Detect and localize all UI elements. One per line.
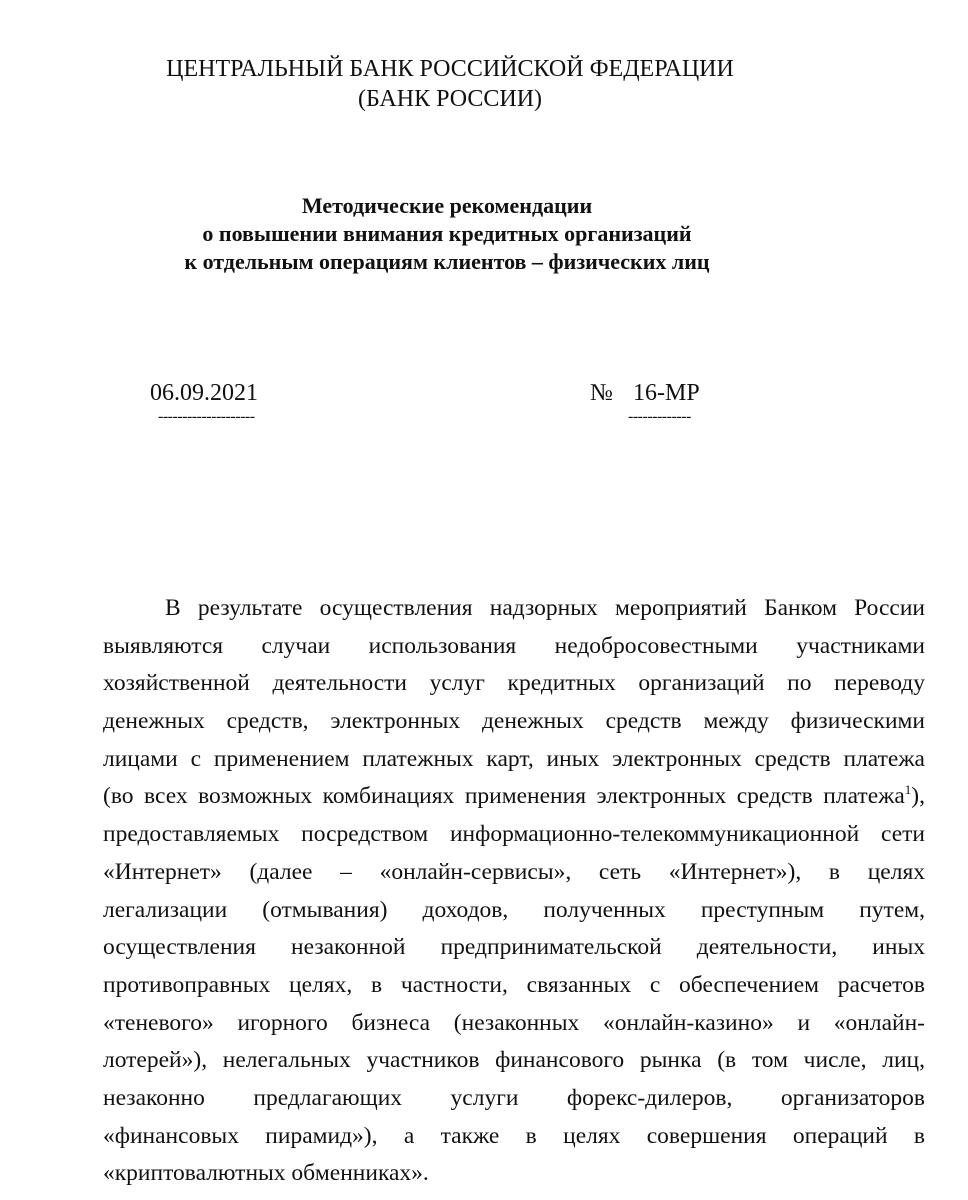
document-date: 06.09.2021 [150, 380, 258, 406]
paragraph-line: денежных средств, электронных денежных средств между физическими [103, 708, 925, 735]
paragraph-line: хозяйственной деятельности услуг кредитных организаций по переводу [103, 670, 925, 697]
paragraph-line: выявляются случаи использования недобросовестными участниками [103, 632, 925, 659]
date-underline: -------------------- [158, 408, 255, 425]
document-number: 16-МР [633, 380, 700, 406]
paragraph-line: легализации (отмывания) доходов, полученных преступным путем, [103, 896, 925, 923]
paragraph-line: осуществления незаконной предпринимательской деятельности, иных [103, 934, 925, 961]
issuer-name: ЦЕНТРАЛЬНЫЙ БАНК РОССИЙСКОЙ ФЕДЕРАЦИИ [166, 56, 734, 82]
footnote-marker[interactable]: 1 [904, 782, 912, 798]
document-title-line-2: о повышении внимания кредитных организаций [202, 221, 692, 246]
issuer-short-name: (БАНК РОССИИ) [357, 86, 543, 112]
paragraph-line-tail: ), [911, 783, 925, 810]
paragraph-line: «финансовых пирамид»), а также в целях совершения операций в [103, 1122, 925, 1149]
paragraph-line: «теневого» игорного бизнеса (незаконных «онлайн-казино» и «онлайн- [103, 1009, 925, 1036]
paragraph-line: незаконно предлагающих услуги форекс-дилеров, организаторов [103, 1084, 925, 1111]
number-sign: № [590, 380, 613, 406]
paragraph-line: предоставляемых посредством информационно-телекоммуникационной сети [103, 821, 925, 848]
paragraph-line: В результате осуществления надзорных мероприятий Банком России [165, 595, 925, 621]
paragraph-line-with-footnote [103, 778, 925, 816]
number-underline: ------------- [628, 408, 691, 425]
document-title-line-1: Методические рекомендации [301, 193, 593, 218]
paragraph-line: противоправных целях, в частности, связанных с обеспечением расчетов [103, 971, 925, 998]
paragraph-line: «криптовалютных обменниках». [103, 1160, 429, 1187]
paragraph-line: лицами с применением платежных карт, иных электронных средств платежа [103, 745, 925, 772]
document-title-line-3: к отдельным операциям клиентов – физических лиц [184, 249, 710, 274]
paragraph-line-text: (во всех возможных комбинациях применения электронных средств платежа [103, 783, 905, 810]
paragraph-line: лотерей»), нелегальных участников финансового рынка (в том числе, лиц, [103, 1047, 925, 1074]
paragraph-line: «Интернет» (далее – «онлайн-сервисы», сеть «Интернет»), в целях [103, 858, 925, 885]
body-paragraph [103, 590, 925, 1193]
